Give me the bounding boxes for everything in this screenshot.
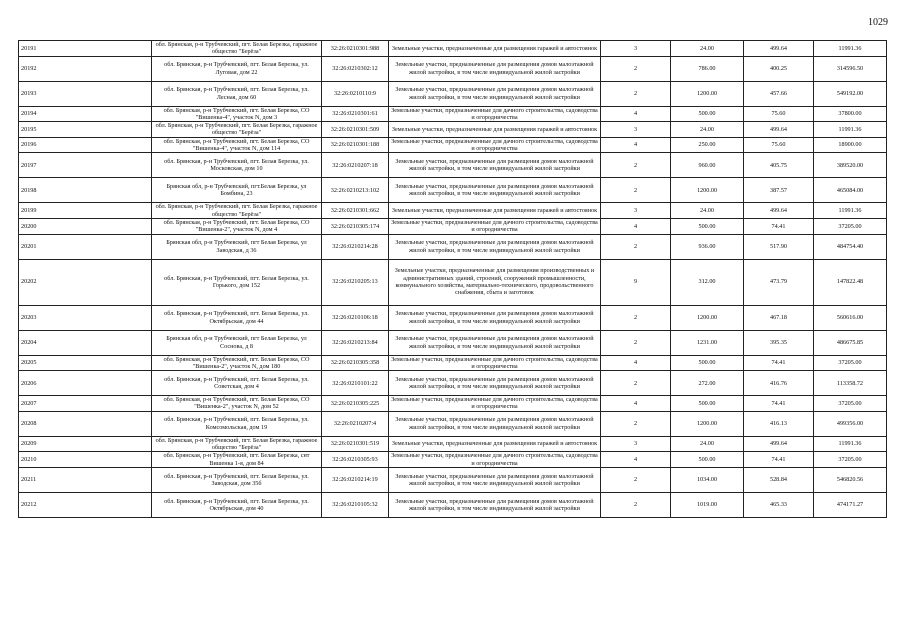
record-number-cell: 20191 [19,41,152,57]
record-number-cell: 20208 [19,411,152,436]
area-cell: 1231.00 [671,330,744,355]
land-use-cell: Земельные участки, предназначенные для размещения домов малоэтажной жилой застройки, в том числе индивидуальной жилой застройки [389,56,601,81]
cadastral-number-cell: 32:26:0210301:662 [322,203,389,219]
specific-value-cell: 465.33 [744,492,814,517]
address-cell: обл. Брянская, р-н Трубчевский, пгт. Белая Березка, СО "Вишенка-4", участок N, дом 114 [152,137,322,153]
use-group-cell: 2 [601,467,671,492]
specific-value-cell: 395.35 [744,330,814,355]
table-row [19,371,887,396]
land-use-cell: Земельные участки, предназначенные для размещения гаражей и автостоянок [389,41,601,57]
land-use-cell: Земельные участки, предназначенные для размещения домов малоэтажной жилой застройки, в том числе индивидуальной жилой застройки [389,178,601,203]
land-use-cell: Земельные участки, предназначенные для размещения домов малоэтажной жилой застройки, в том числе индивидуальной жилой застройки [389,153,601,178]
address-cell: обл. Брянская, р-н Трубчевский, пгт. Белая Березка, гаражное общество "Берёза" [152,122,322,138]
area-cell: 1200.00 [671,411,744,436]
area-cell: 500.00 [671,355,744,371]
land-use-cell: Земельные участки, предназначенные для дачного строительства, садоводства и огородничества [389,452,601,468]
area-cell: 24.00 [671,436,744,452]
area-cell: 960.00 [671,153,744,178]
use-group-cell: 2 [601,153,671,178]
cadastral-number-cell: 32:26:0210214:28 [322,234,389,259]
specific-value-cell: 528.84 [744,467,814,492]
use-group-cell: 2 [601,411,671,436]
specific-value-cell: 74.41 [744,218,814,234]
specific-value-cell: 499.64 [744,122,814,138]
record-number-cell: 20198 [19,178,152,203]
cadastral-value-cell: 37205.00 [814,452,887,468]
table-row [19,137,887,153]
area-cell: 250.00 [671,137,744,153]
cadastral-value-cell: 11991.36 [814,203,887,219]
table-row [19,106,887,122]
address-cell: Брянская обл, р-н Трубчевский, пгт Белая Березка, ул Заводская, д 36 [152,234,322,259]
specific-value-cell: 405.75 [744,153,814,178]
cadastral-value-cell: 560616.00 [814,305,887,330]
record-number-cell: 20199 [19,203,152,219]
specific-value-cell: 75.60 [744,137,814,153]
land-use-cell: Земельные участки, предназначенные для дачного строительства, садоводства и огородничества [389,218,601,234]
record-number-cell: 20211 [19,467,152,492]
cadastral-number-cell: 32:26:0210305:358 [322,355,389,371]
use-group-cell: 4 [601,452,671,468]
table-body [19,41,887,518]
area-cell: 500.00 [671,218,744,234]
address-cell: обл. Брянская, р-н Трубчевский, пгт. Белая Березка, ул. Луговая, дом 22 [152,56,322,81]
use-group-cell: 4 [601,355,671,371]
cadastral-value-cell: 486675.85 [814,330,887,355]
land-use-cell: Земельные участки, предназначенные для размещения домов малоэтажной жилой застройки, в том числе индивидуальной жилой застройки [389,492,601,517]
cadastral-value-cell: 37205.00 [814,396,887,412]
land-use-cell: Земельные участки, предназначенные для размещения домов малоэтажной жилой застройки, в том числе индивидуальной жилой застройки [389,371,601,396]
use-group-cell: 2 [601,56,671,81]
land-use-cell: Земельные участки, предназначенные для размещения гаражей и автостоянок [389,203,601,219]
table-row [19,436,887,452]
cadastral-number-cell: 32:26:0210207:18 [322,153,389,178]
record-number-cell: 20206 [19,371,152,396]
cadastral-value-cell: 465084.00 [814,178,887,203]
address-cell: Брянская обл, р-н Трубчевский, пгт Белая Березка, ул Соснова, д 8 [152,330,322,355]
specific-value-cell: 387.57 [744,178,814,203]
use-group-cell: 9 [601,259,671,305]
cadastral-value-cell: 18900.00 [814,137,887,153]
cadastral-number-cell: 32:26:0210302:12 [322,56,389,81]
area-cell: 500.00 [671,452,744,468]
table-row [19,122,887,138]
area-cell: 312.00 [671,259,744,305]
cadastral-number-cell: 32:26:0210205:13 [322,259,389,305]
record-number-cell: 20196 [19,137,152,153]
use-group-cell: 2 [601,234,671,259]
specific-value-cell: 74.41 [744,452,814,468]
use-group-cell: 3 [601,122,671,138]
cadastral-value-cell: 389520.00 [814,153,887,178]
use-group-cell: 2 [601,330,671,355]
address-cell: обл. Брянская, р-н Трубчевский, пгт. Белая Березка, ул. Октябрьская, дом 40 [152,492,322,517]
cadastral-value-cell: 37205.00 [814,355,887,371]
address-cell: обл. Брянская, р-н Трубчевский, пгт. Белая Березка, СО "Вишенка-2", участок N, дом 180 [152,355,322,371]
cadastral-value-cell: 549192.00 [814,81,887,106]
cadastral-number-cell: 32:26:0210105:32 [322,492,389,517]
record-number-cell: 20202 [19,259,152,305]
use-group-cell: 3 [601,436,671,452]
address-cell: обл. Брянская, р-н Трубчевский, пгт. Белая Березка, снт Вишенка 1-я, дом 84 [152,452,322,468]
land-use-cell: Земельные участки, предназначенные для размещения гаражей и автостоянок [389,122,601,138]
cadastral-number-cell: 32:26:0210301:988 [322,41,389,57]
table-row [19,178,887,203]
land-use-cell: Земельные участки, предназначенные для размещения производственных и административных зданий, строений, сооружений промышленности, коммунального хозяйства, материально-технического, продовольственного снабжения, сбыта и заготовок [389,259,601,305]
use-group-cell: 3 [601,203,671,219]
specific-value-cell: 400.25 [744,56,814,81]
cadastral-number-cell: 32:26:0210106:18 [322,305,389,330]
area-cell: 1019.00 [671,492,744,517]
record-number-cell: 20205 [19,355,152,371]
cadastral-value-cell: 37800.00 [814,106,887,122]
cadastral-number-cell: 32:26:0210305:93 [322,452,389,468]
address-cell: обл. Брянская, р-н Трубчевский, пгт. Белая Березка, ул. Горького, дом 152 [152,259,322,305]
area-cell: 24.00 [671,122,744,138]
record-number-cell: 20195 [19,122,152,138]
cadastral-value-cell: 546820.56 [814,467,887,492]
specific-value-cell: 473.79 [744,259,814,305]
land-use-cell: Земельные участки, предназначенные для дачного строительства, садоводства и огородничества [389,106,601,122]
table-row [19,153,887,178]
record-number-cell: 20204 [19,330,152,355]
table-row [19,41,887,57]
specific-value-cell: 416.76 [744,371,814,396]
table-row [19,492,887,517]
record-number-cell: 20197 [19,153,152,178]
table-row [19,467,887,492]
use-group-cell: 4 [601,106,671,122]
address-cell: обл. Брянская, р-н Трубчевский, пгт. Белая Березка, гаражное общество "Берёза" [152,436,322,452]
record-number-cell: 20210 [19,452,152,468]
specific-value-cell: 499.64 [744,203,814,219]
record-number-cell: 20201 [19,234,152,259]
specific-value-cell: 457.66 [744,81,814,106]
land-use-cell: Земельные участки, предназначенные для дачного строительства, садоводства и огородничества [389,137,601,153]
land-use-cell: Земельные участки, предназначенные для дачного строительства, садоводства и огородничества [389,396,601,412]
land-use-cell: Земельные участки, предназначенные для дачного строительства, садоводства и огородничества [389,355,601,371]
area-cell: 500.00 [671,106,744,122]
cadastral-number-cell: 32:26:0210213:84 [322,330,389,355]
address-cell: Брянская обл, р-н Трубчевский, пгт.Белая Березка, ул Бомбина, 23 [152,178,322,203]
cadastral-number-cell: 32:26:0210101:22 [322,371,389,396]
table-row [19,452,887,468]
area-cell: 500.00 [671,396,744,412]
table-row [19,81,887,106]
use-group-cell: 2 [601,371,671,396]
record-number-cell: 20203 [19,305,152,330]
table-row [19,330,887,355]
land-use-cell: Земельные участки, предназначенные для размещения домов малоэтажной жилой застройки, в том числе индивидуальной жилой застройки [389,330,601,355]
specific-value-cell: 499.64 [744,41,814,57]
address-cell: обл. Брянская, р-н Трубчевский, пгт. Белая Березка, ул. Заводская, дом 35б [152,467,322,492]
area-cell: 1200.00 [671,81,744,106]
table-row [19,259,887,305]
area-cell: 24.00 [671,203,744,219]
record-number-cell: 20194 [19,106,152,122]
record-number-cell: 20200 [19,218,152,234]
use-group-cell: 2 [601,305,671,330]
area-cell: 1200.00 [671,178,744,203]
use-group-cell: 2 [601,178,671,203]
land-use-cell: Земельные участки, предназначенные для размещения гаражей и автостоянок [389,436,601,452]
land-use-cell: Земельные участки, предназначенные для размещения домов малоэтажной жилой застройки, в том числе индивидуальной жилой застройки [389,411,601,436]
use-group-cell: 4 [601,396,671,412]
table-row [19,396,887,412]
record-number-cell: 20212 [19,492,152,517]
cadastral-number-cell: 32:26:0210305:174 [322,218,389,234]
specific-value-cell: 499.64 [744,436,814,452]
cadastral-value-cell: 37205.00 [814,218,887,234]
specific-value-cell: 74.41 [744,355,814,371]
table-row [19,355,887,371]
cadastral-value-cell: 499356.00 [814,411,887,436]
specific-value-cell: 75.60 [744,106,814,122]
use-group-cell: 2 [601,492,671,517]
cadastral-value-cell: 11991.36 [814,41,887,57]
table-row [19,305,887,330]
table-row [19,218,887,234]
record-number-cell: 20192 [19,56,152,81]
area-cell: 1200.00 [671,305,744,330]
cadastral-value-cell: 11991.36 [814,122,887,138]
area-cell: 936.00 [671,234,744,259]
record-number-cell: 20207 [19,396,152,412]
table-row [19,411,887,436]
page-number: 1029 [868,17,888,28]
cadastral-value-cell: 314596.50 [814,56,887,81]
use-group-cell: 4 [601,137,671,153]
area-cell: 24.00 [671,41,744,57]
cadastral-number-cell: 32:26:0210110:9 [322,81,389,106]
record-number-cell: 20193 [19,81,152,106]
address-cell: обл. Брянская, р-н Трубчевский, пгт. Белая Березка, ул. Лесная, дом 60 [152,81,322,106]
table-row [19,203,887,219]
specific-value-cell: 74.41 [744,396,814,412]
address-cell: обл. Брянская, р-н Трубчевский, пгт. Белая Березка, СО "Вишенка-4", участок N, дом 3 [152,106,322,122]
cadastral-value-cell: 147822.48 [814,259,887,305]
table-row [19,234,887,259]
cadastral-number-cell: 32:26:0210305:225 [322,396,389,412]
land-use-cell: Земельные участки, предназначенные для размещения домов малоэтажной жилой застройки, в том числе индивидуальной жилой застройки [389,467,601,492]
record-number-cell: 20209 [19,436,152,452]
cadastral-number-cell: 32:26:0210214:19 [322,467,389,492]
address-cell: обл. Брянская, р-н Трубчевский, пгт. Белая Березка, ул. Комсомольская, дом 19 [152,411,322,436]
address-cell: обл. Брянская, р-н Трубчевский, пгт. Белая Березка, гаражное общество "Берёза" [152,41,322,57]
area-cell: 1034.00 [671,467,744,492]
specific-value-cell: 517.90 [744,234,814,259]
cadastral-value-cell: 11991.36 [814,436,887,452]
area-cell: 272.00 [671,371,744,396]
address-cell: обл. Брянская, р-н Трубчевский, пгт. Белая Березка, гаражное общество "Берёза" [152,203,322,219]
cadastral-number-cell: 32:26:0210301:61 [322,106,389,122]
use-group-cell: 4 [601,218,671,234]
land-use-cell: Земельные участки, предназначенные для размещения домов малоэтажной жилой застройки, в том числе индивидуальной жилой застройки [389,305,601,330]
cadastral-number-cell: 32:26:0210207:4 [322,411,389,436]
cadastral-number-cell: 32:26:0210301:519 [322,436,389,452]
use-group-cell: 3 [601,41,671,57]
cadastral-number-cell: 32:26:0210301:188 [322,137,389,153]
land-use-cell: Земельные участки, предназначенные для размещения домов малоэтажной жилой застройки, в том числе индивидуальной жилой застройки [389,81,601,106]
specific-value-cell: 416.13 [744,411,814,436]
cadastral-value-cell: 484754.40 [814,234,887,259]
cadastral-value-cell: 113358.72 [814,371,887,396]
address-cell: обл. Брянская, р-н Трубчевский, пгт. Белая Березка, ул. Октябрьская, дом 44 [152,305,322,330]
address-cell: обл. Брянская, р-н Трубчевский, пгт. Белая Березка, ул. Советская, дом 4 [152,371,322,396]
table-row [19,56,887,81]
cadastral-value-cell: 474171.27 [814,492,887,517]
cadastral-value-table [18,40,887,518]
address-cell: обл. Брянская, р-н Трубчевский, пгт. Белая Березка, СО "Вишенка-2", участок N, дом 52 [152,396,322,412]
address-cell: обл. Брянская, р-н Трубчевский, пгт. Белая Березка, ул. Московская, дом 10 [152,153,322,178]
use-group-cell: 2 [601,81,671,106]
area-cell: 786.00 [671,56,744,81]
cadastral-number-cell: 32:26:0210301:509 [322,122,389,138]
specific-value-cell: 467.18 [744,305,814,330]
cadastral-number-cell: 32:26:0210213:102 [322,178,389,203]
land-use-cell: Земельные участки, предназначенные для размещения домов малоэтажной жилой застройки, в том числе индивидуальной жилой застройки [389,234,601,259]
address-cell: обл. Брянская, р-н Трубчевский, пгт. Белая Березка, СО "Вишенка-2", участок N, дом 4 [152,218,322,234]
